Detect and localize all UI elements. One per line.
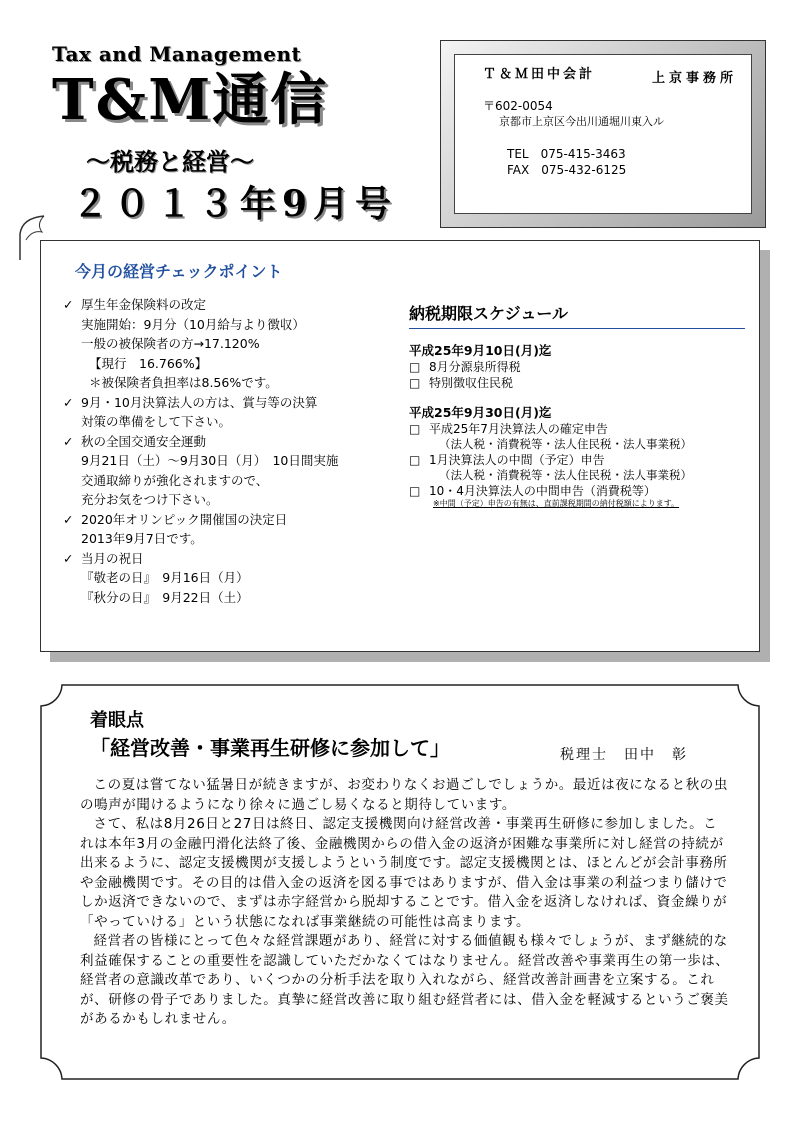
checkbox-icon: □ xyxy=(409,484,421,498)
list-item-line: 9月・10月決算法人の方は、賞与等の決算 xyxy=(81,394,318,410)
article-body xyxy=(80,776,730,1030)
schedule-row xyxy=(409,483,745,499)
office-branch: 上京事務所 xyxy=(651,71,737,86)
article-paragraph: この夏は嘗てない猛暑日が続きますが、お変わりなくお過ごしでしょうか。最近は夜になると秋の虫の鳴声が聞けるようになり徐々に過ごし易くなると期待しています。 xyxy=(80,777,728,813)
article-paragraph: 経営者の皆様にとって色々な経営課題があり、経営に対する価値観も様々でしょうが、まず継続的な利益確保することの重要性を認識していただかなくてはなりません。経営改善や事業再生の第一歩は、経営者の意識改革であり、いくつかの分析手法を取り入れながら、経営改善計画書を立案する。これが、研修の骨子でありました。真摯に経営改善に取り組む経営者には、借入金を軽減するというご褒美があるかもしれません。 xyxy=(80,933,730,1027)
masthead-subtitle: Tax and Management xyxy=(52,42,302,66)
schedule-row-text: 1月決算法人の中間（予定）申告 xyxy=(429,453,605,467)
office-zip: 〒602-0054 xyxy=(483,99,553,113)
list-item-line: 一般の被保険者の方→17.120% xyxy=(81,336,260,351)
list-item-line: 秋の全国交通安全運動 xyxy=(81,433,207,449)
list-item-line: 2013年9月7日です。 xyxy=(81,531,203,546)
list-item-line: 交通取締りが強化されますので、 xyxy=(81,472,269,488)
checkpoint-box xyxy=(40,240,760,652)
article-author: 税理士 田中 彰 xyxy=(560,747,688,763)
office-tel: TEL 075-415-3463 xyxy=(507,147,626,161)
office-name: Ｔ＆Ｍ田中会計 xyxy=(483,67,596,82)
list-item-line: 対策の準備をして下さい。 xyxy=(81,414,232,429)
list-item xyxy=(63,295,393,393)
schedule-row-text: 8月分源泉所得税 xyxy=(429,360,521,374)
article-section xyxy=(40,684,760,1080)
office-fax: FAX 075-432-6125 xyxy=(507,163,627,177)
list-item-line: 充分お気をつけ下さい。 xyxy=(81,492,219,507)
check-icon: ✓ xyxy=(63,297,74,312)
checkbox-icon: □ xyxy=(409,360,421,374)
check-icon: ✓ xyxy=(63,394,74,410)
schedule-row xyxy=(409,421,745,437)
list-item-line: 実施開始：9月分（10月給与より徴収） xyxy=(81,316,305,332)
article-heading: 「経営改善・事業再生研修に参加して」 xyxy=(90,736,450,760)
list-item-line: 9月21日（土）～9月30日（月） 10日間実施 xyxy=(81,453,339,468)
schedule-note: ※中間（予定）申告の有無は、直前課税期間の納付税額によります。 xyxy=(433,499,680,508)
list-item-line: 【現行 16.766%】 xyxy=(89,355,208,371)
office-address: 京都市上京区今出川通堀川東入ル xyxy=(499,115,664,128)
check-icon: ✓ xyxy=(63,550,74,566)
masthead-title: T&M通信 xyxy=(52,67,329,133)
check-icon: ✓ xyxy=(63,433,74,449)
schedule-row-text: 平成25年7月決算法人の確定申告 xyxy=(429,422,608,436)
article-paragraph: さて、私は8月26日と27日は終日、認定支援機関向け経営改善・事業再生研修に参加しました。これは本年3月の金融円滑化法終了後、金融機関からの借入金の返済が困難な事業所に対し経営の持続が出来るように、認定支援機関が支援しようという制度です。認定支援機関とは、ほとんどが会計事務所や金融機関です。その目的は借入金の返済を図る事ではありますが、借入金は事業の利益つまり儲けでしか返済できないので、まずは赤字経営から脱却することです。借入金を返済しなければ、資金繰りが「やっていける」という状態になれば事業継続の可能性は高まります。 xyxy=(80,816,728,930)
schedule-deadline: 平成25年9月30日(月)迄 xyxy=(409,405,552,420)
schedule-title: 納税期限スケジュール xyxy=(409,301,745,329)
list-item-line: ＊被保険者負担率は8.56%です。 xyxy=(89,375,278,390)
schedule-row-detail: （法人税・消費税等・法人住民税・法人事業税） xyxy=(439,468,692,482)
list-item-line: 2020年オリンピック開催国の決定日 xyxy=(81,511,288,527)
tax-schedule xyxy=(409,301,745,509)
office-box-content xyxy=(454,54,752,214)
schedule-row-detail: （法人税・消費税等・法人住民税・法人事業税） xyxy=(439,437,692,451)
checkpoint-section xyxy=(40,240,760,652)
schedule-row xyxy=(409,375,745,391)
schedule-row xyxy=(409,359,745,375)
schedule-deadline: 平成25年9月10日(月)迄 xyxy=(409,343,552,358)
schedule-row-text: 特別徴収住民税 xyxy=(429,376,514,390)
checkbox-icon: □ xyxy=(409,453,421,467)
article-label: 着眼点 xyxy=(90,710,144,731)
office-info-box xyxy=(440,40,766,228)
checkpoint-list xyxy=(63,295,393,607)
list-item xyxy=(63,393,393,432)
schedule-row xyxy=(409,452,745,468)
checkpoint-title: 今月の経営チェックポイント xyxy=(75,262,283,281)
schedule-row-text: 10・4月決算法人の中間申告（消費税等） xyxy=(429,484,656,498)
list-item xyxy=(63,549,393,608)
checkbox-icon: □ xyxy=(409,422,421,436)
issue-date: ２０１３年9月号 xyxy=(72,183,398,225)
check-icon: ✓ xyxy=(63,511,74,527)
list-item-line: 『敬老の日』 9月16日（月） xyxy=(81,570,249,585)
checkbox-icon: □ xyxy=(409,376,421,390)
list-item-line: 当月の祝日 xyxy=(81,550,144,566)
list-item xyxy=(63,432,393,510)
list-item-line: 厚生年金保険料の改定 xyxy=(81,297,207,312)
list-item xyxy=(63,510,393,549)
masthead-tagline: ～税務と経営～ xyxy=(86,147,254,176)
list-item-line: 『秋分の日』 9月22日（土） xyxy=(81,589,249,605)
